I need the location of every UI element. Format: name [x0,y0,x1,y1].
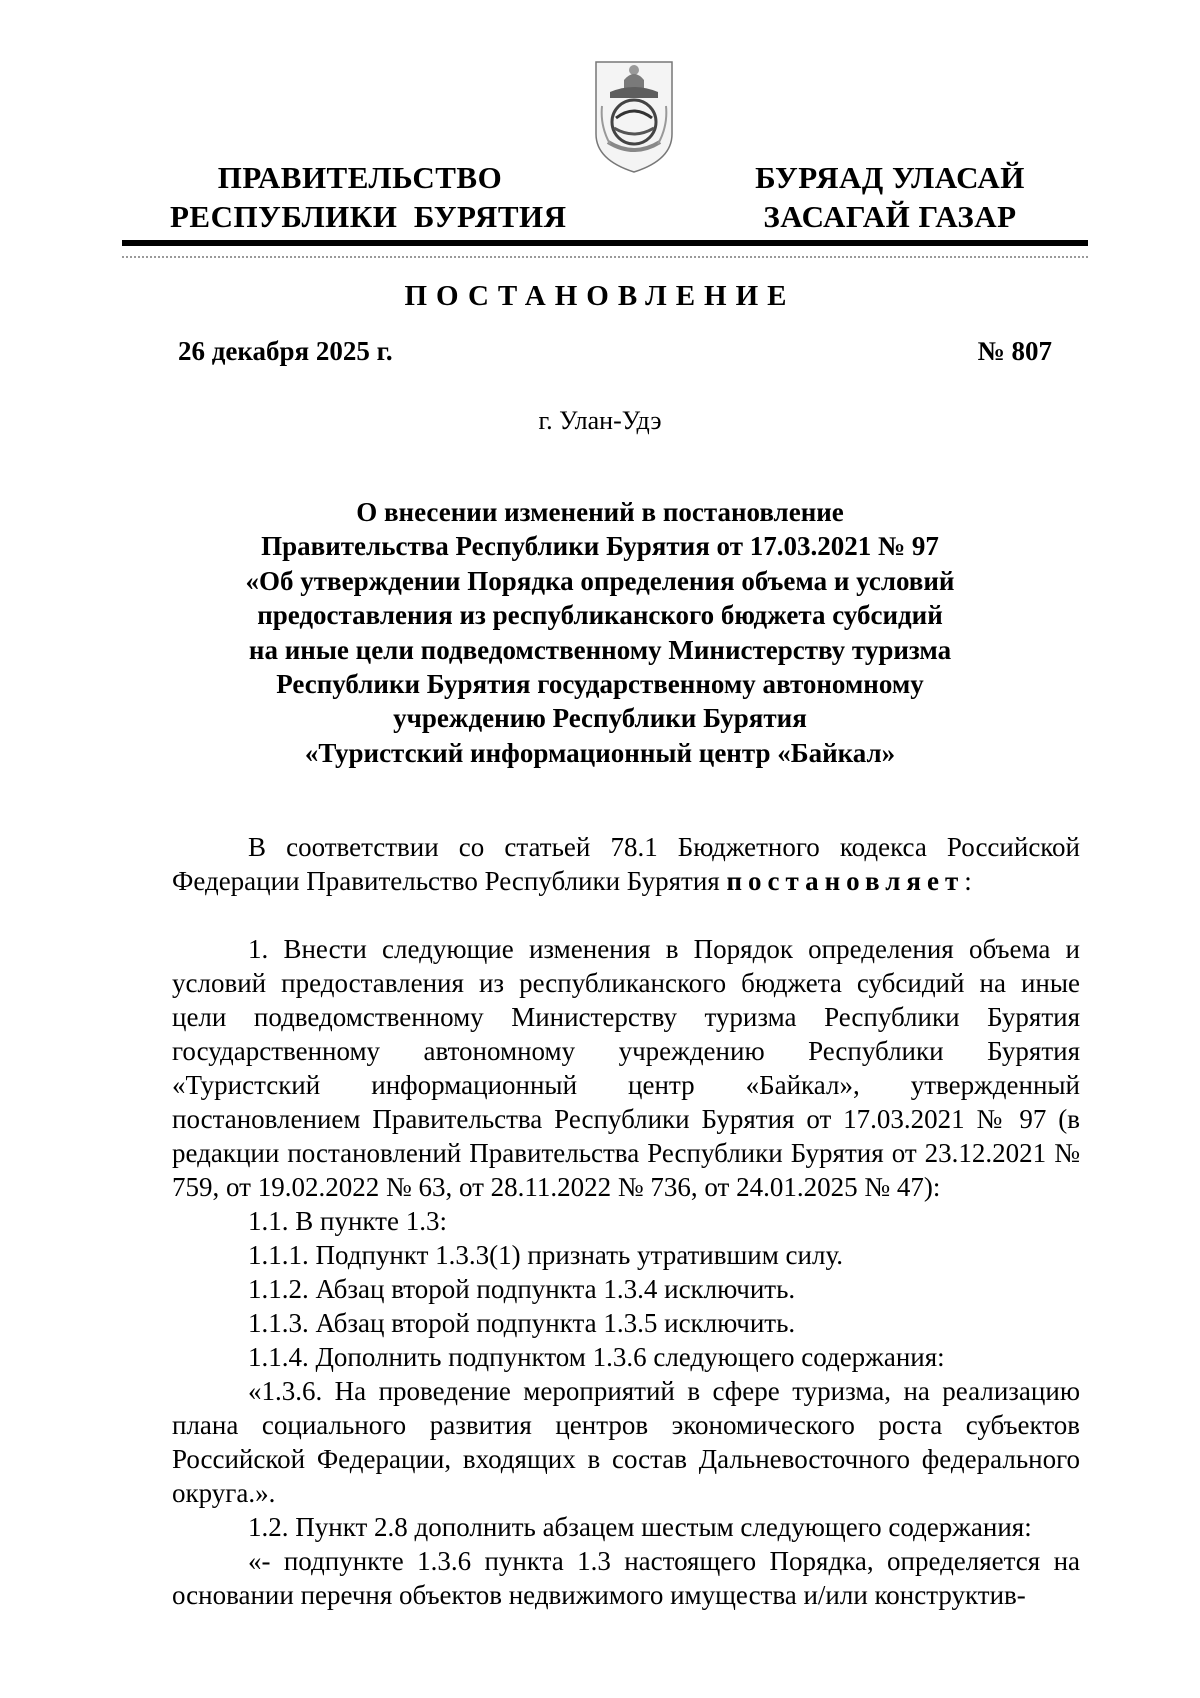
preamble-end: : [964,866,972,896]
preamble-paragraph [172,830,1080,898]
document-type: ПОСТАНОВЛЕНИЕ [404,280,796,312]
document-body [172,830,1080,1612]
org-bua-line: БУРЯАД УЛАСАЙ [755,160,1025,195]
org-ru-line: РЕСПУБЛИКИ БУРЯТИЯ [170,199,567,234]
document-city: г. Улан-Удэ [538,406,662,435]
title-line: на иные цели подведомственному Министерству туризма [248,634,952,665]
document-title [200,495,1000,770]
preamble-text: В соответствии со статьей 78.1 Бюджетного кодекса Российской Федерации Правительство Республики Бурятия [172,832,1080,896]
title-line: учреждению Республики Бурятия [393,703,807,734]
org-ru-line: ПРАВИТЕЛЬСТВО [217,160,503,195]
preamble-keyword: постановляет [726,866,965,896]
title-line: О внесении изменений в постановление [356,497,844,527]
government-name-buryat [740,158,1040,236]
header-divider [122,240,1088,246]
title-line: Правительства Республики Бурятия от 17.03.2021 № 97 [261,531,939,562]
body-paragraph: 1.1. В пункте 1.3: [248,1206,447,1236]
document-date: 26 декабря 2025 г. [178,336,393,366]
body-paragraph: 1.2. Пункт 2.8 дополнить абзацем шестым следующего содержания: [248,1512,1032,1542]
government-name-russian [170,158,567,236]
coat-of-arms-icon [588,56,680,176]
header-divider-dotted [122,256,1088,258]
title-line: Республики Бурятия государственному автономному [276,669,924,700]
body-paragraph: 1.1.2. Абзац второй подпункта 1.3.4 исключить. [248,1274,796,1304]
document-number: № 807 [977,336,1052,366]
org-bua-line: ЗАСАГАЙ ГАЗАР [763,199,1017,234]
body-paragraph: «1.3.6. На проведение мероприятий в сфере туризма, на реализацию плана социального развития центров экономического роста субъектов Российской Федерации, входящих в состав Дальневосточного федерального округа.». [172,1376,1080,1508]
body-paragraph: 1.1.3. Абзац второй подпункта 1.3.5 исключить. [248,1308,796,1338]
body-paragraph: 1.1.1. Подпункт 1.3.3(1) признать утратившим силу. [248,1240,844,1270]
body-paragraph: 1.1.4. Дополнить подпунктом 1.3.6 следующего содержания: [248,1342,945,1372]
title-line: предоставления из республиканского бюджета субсидий [257,600,943,631]
body-paragraph: «- подпункте 1.3.6 пункта 1.3 настоящего Порядка, определяется на основании перечня объектов недвижимого имущества и/или конструктив- [172,1546,1080,1610]
title-line: «Об утверждении Порядка определения объема и условий [245,565,955,596]
title-line: «Туристский информационный центр «Байкал» [304,737,896,768]
body-paragraph: 1. Внести следующие изменения в Порядок определения объема и условий предоставления из республиканского бюджета субсидий на иные цели подведомственному Министерству туризма Республики Бурятия государственному автономному учреждению Республики Бурятия «Туристский информационный центр «Байкал», утвержденный постановлением Правительства Республики Бурятия от 17.03.2021 № 97 (в редакции постановлений Правительства Республики Бурятия от 23.12.2021 № 759, от 19.02.2022 № 63, от 28.11.2022 № 736, от 24.01.2025 № 47): [172,934,1080,1202]
